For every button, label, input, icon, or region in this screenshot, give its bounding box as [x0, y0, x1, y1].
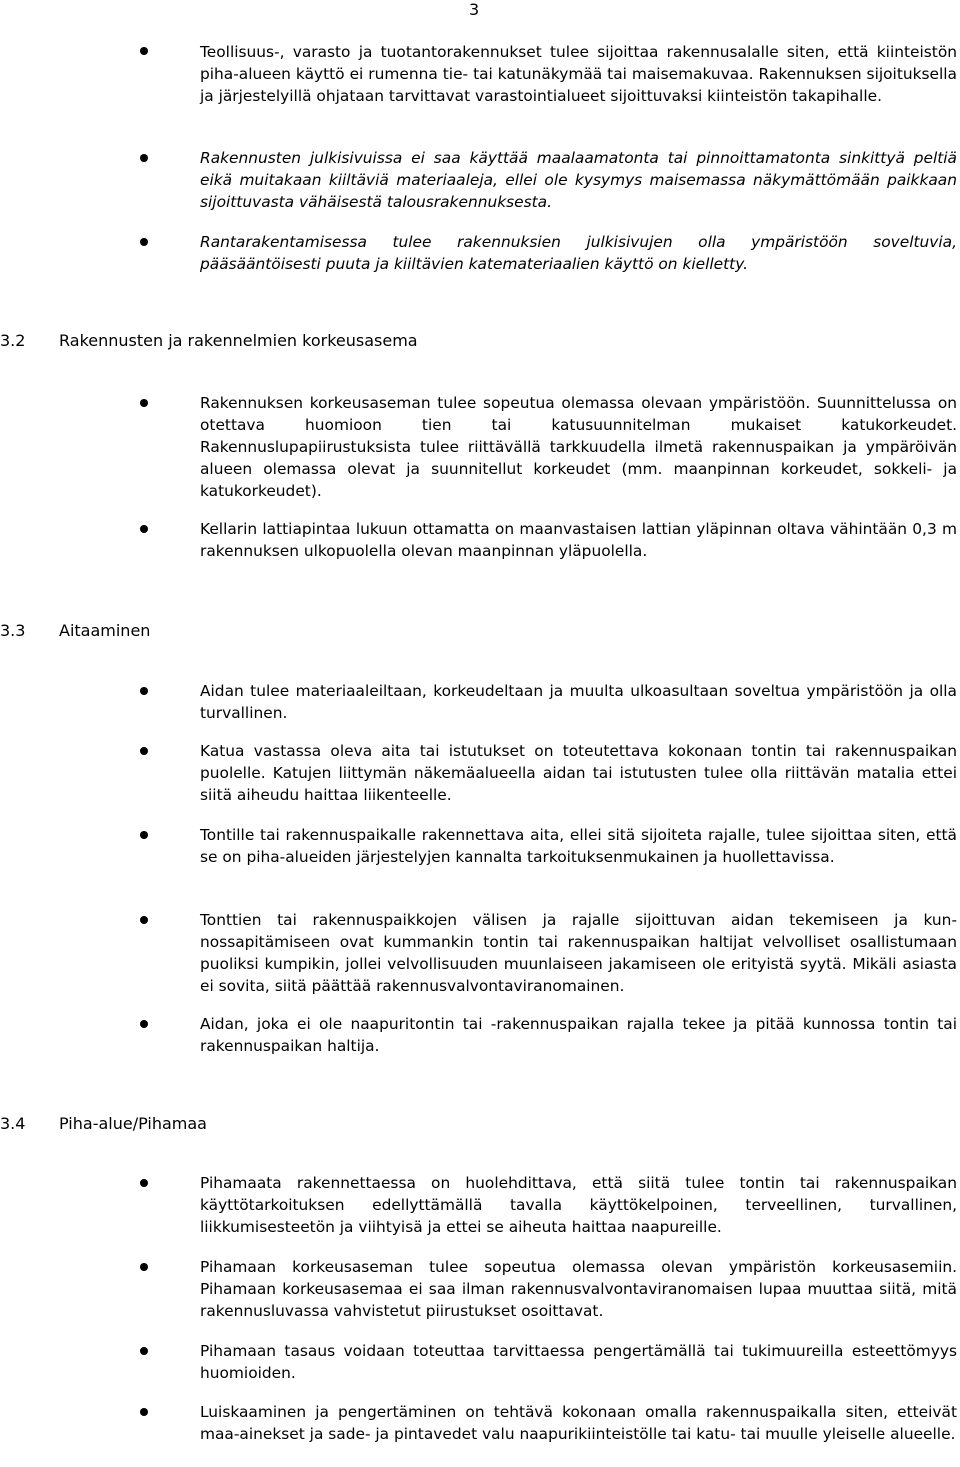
- intro-list: [0, 41, 960, 107]
- section-list: [0, 392, 960, 502]
- section-number: 3.3: [0, 621, 26, 640]
- bullet-icon: [140, 525, 148, 533]
- intro-list: [0, 147, 960, 213]
- section-list: [0, 680, 960, 724]
- bullet-icon: [140, 747, 148, 755]
- list-item-text: Tontille tai rakennuspaikalle rakennettava aita, ellei sitä sijoiteta rajalle, tulee sijoittaa siten, että se on piha-alueiden järjestelyjen kannalta tarkoituksenmukainen ja huollettavissa.: [200, 826, 957, 866]
- intro-list: [0, 231, 960, 275]
- section-list: [0, 909, 960, 997]
- list-item-text: Luiskaaminen ja pengertäminen on tehtävä kokonaan omalla rakennuspaikalla siten, etteivät maa-ainekset ja sade- ja pintavedet valu naapurikiinteistölle tai katu- tai muulle yleiselle alueelle.: [200, 1403, 957, 1443]
- list-item: [0, 1172, 960, 1238]
- section-list: [0, 518, 960, 562]
- list-item: [0, 231, 960, 275]
- list-item: [0, 1401, 960, 1445]
- bullet-icon: [140, 154, 148, 162]
- bullet-icon: [140, 916, 148, 924]
- list-item: [0, 41, 960, 107]
- list-item-text: Kellarin lattiapintaa lukuun ottamatta on maanvastaisen lattian yläpinnan oltava vähintään 0,3 m rakennuksen ulkopuolella olevan maanpinnan yläpuolella.: [200, 520, 957, 560]
- list-item: [0, 518, 960, 562]
- bullet-icon: [140, 238, 148, 246]
- list-item: [0, 392, 960, 502]
- bullet-icon: [140, 399, 148, 407]
- list-item: [0, 1340, 960, 1384]
- list-item: [0, 824, 960, 868]
- list-item-text: Tonttien tai rakennuspaikkojen välisen ja rajalle sijoittuvan aidan tekemiseen ja kunnossapitämiseen ovat kummankin tontin tai rakennuspaikan haltijat velvolliset osallistumaan puoliksi kumpikin, jollei velvollisuuden muunlaiseen jakamiseen ole erityistä syytä. Mikäli asiasta ei sovita, siitä päättää rakennusvalvontaviranomainen.: [200, 911, 957, 995]
- list-item: [0, 1013, 960, 1057]
- list-item-text: Aidan, joka ei ole naapuritontin tai -rakennuspaikan rajalla tekee ja pitää kunnossa tontin tai rakennuspaikan haltija.: [200, 1015, 957, 1055]
- list-item: [0, 740, 960, 806]
- list-item-text: Pihamaan tasaus voidaan toteuttaa tarvittaessa pengertämällä tai tukimuureilla esteettömyys huomioiden.: [200, 1342, 957, 1382]
- list-item-text: Rakennuksen korkeusaseman tulee sopeutua olemassa olevaan ympäristöön. Suunnittelussa on otettava huomioon tien tai katusuunnitelman mukaiset katukorkeudet. Rakennuslupapiirustuksista tulee riittävällä tarkkuudella ilmetä rakennuspaikan ja ympäröivän alueen olemassa olevat ja suunnitellut korkeudet (mm. maanpinnan korkeudet, sokkeli- ja katukorkeudet).: [200, 394, 957, 500]
- bullet-icon: [140, 1347, 148, 1355]
- list-item-text: Teollisuus-, varasto ja tuotantorakennukset tulee sijoittaa rakennusalalle siten, että kiinteistön piha-alueen käyttö ei rumenna tie- tai katunäkymää tai maisemakuvaa. Rakennuksen sijoituksella ja järjestelyillä ohjataan tarvittavat varastointialueet sijoittuvaksi kiinteistön takapihalle.: [200, 43, 957, 105]
- list-item: [0, 680, 960, 724]
- bullet-icon: [140, 687, 148, 695]
- bullet-icon: [140, 1263, 148, 1271]
- page-number: 3: [469, 0, 480, 19]
- bullet-icon: [140, 47, 148, 55]
- list-item-text: Pihamaata rakennettaessa on huolehdittava, että siitä tulee tontin tai rakennuspaikan käyttötarkoituksen edellyttämällä tavalla käyttökelpoinen, terveellinen, turvallinen, liikkumisesteetön ja viihtyisä ja ettei se aiheuta haittaa naapureille.: [200, 1174, 957, 1236]
- section-number: 3.2: [0, 331, 26, 350]
- bullet-icon: [140, 1408, 148, 1416]
- bullet-icon: [140, 1020, 148, 1028]
- section-list: [0, 740, 960, 806]
- list-item: [0, 147, 960, 213]
- list-item-text: Rantarakentamisessa tulee rakennuksien julkisivujen olla ympäristöön soveltuvia, pääsääntöisesti puuta ja kiiltävien katemateriaalien käyttö on kielletty.: [200, 233, 957, 273]
- section-list: [0, 1401, 960, 1445]
- section-list: [0, 824, 960, 868]
- section-title: Rakennusten ja rakennelmien korkeusasema: [59, 331, 418, 350]
- section-list: [0, 1013, 960, 1057]
- list-item-text: Pihamaan korkeusaseman tulee sopeutua olemassa olevan ympäristön korkeusasemiin. Pihamaan korkeusasemaa ei saa ilman rakennusvalvontaviranomaisen lupaa muuttaa siitä, mitä rakennusluvassa vahvistetut piirustukset osoittavat.: [200, 1258, 957, 1320]
- section-number: 3.4: [0, 1114, 26, 1133]
- list-item: [0, 1256, 960, 1322]
- section-list: [0, 1256, 960, 1322]
- section-list: [0, 1172, 960, 1238]
- list-item-text: Rakennusten julkisivuissa ei saa käyttää maalaamatonta tai pinnoittamatonta sinkittyä peltiä eikä muitakaan kiiltäviä materiaaleja, ellei ole kysymys maisemassa näkymättömään paikkaan sijoittuvasta vähäisestä talousrakennuksesta.: [200, 149, 957, 211]
- list-item: [0, 909, 960, 997]
- section-list: [0, 1340, 960, 1384]
- list-item-text: Aidan tulee materiaaleiltaan, korkeudeltaan ja muulta ulkoasultaan soveltua ympäristöön ja olla turvallinen.: [200, 682, 957, 722]
- list-item-text: Katua vastassa oleva aita tai istutukset on toteutettava kokonaan tontin tai rakennuspaikan puolelle. Katujen liittymän näkemäalueella aidan tai istutusten tulee olla riittävän matalia ettei siitä aiheudu haittaa liikenteelle.: [200, 742, 957, 804]
- bullet-icon: [140, 831, 148, 839]
- section-title: Aitaaminen: [59, 621, 151, 640]
- section-title: Piha-alue/Pihamaa: [59, 1114, 207, 1133]
- bullet-icon: [140, 1179, 148, 1187]
